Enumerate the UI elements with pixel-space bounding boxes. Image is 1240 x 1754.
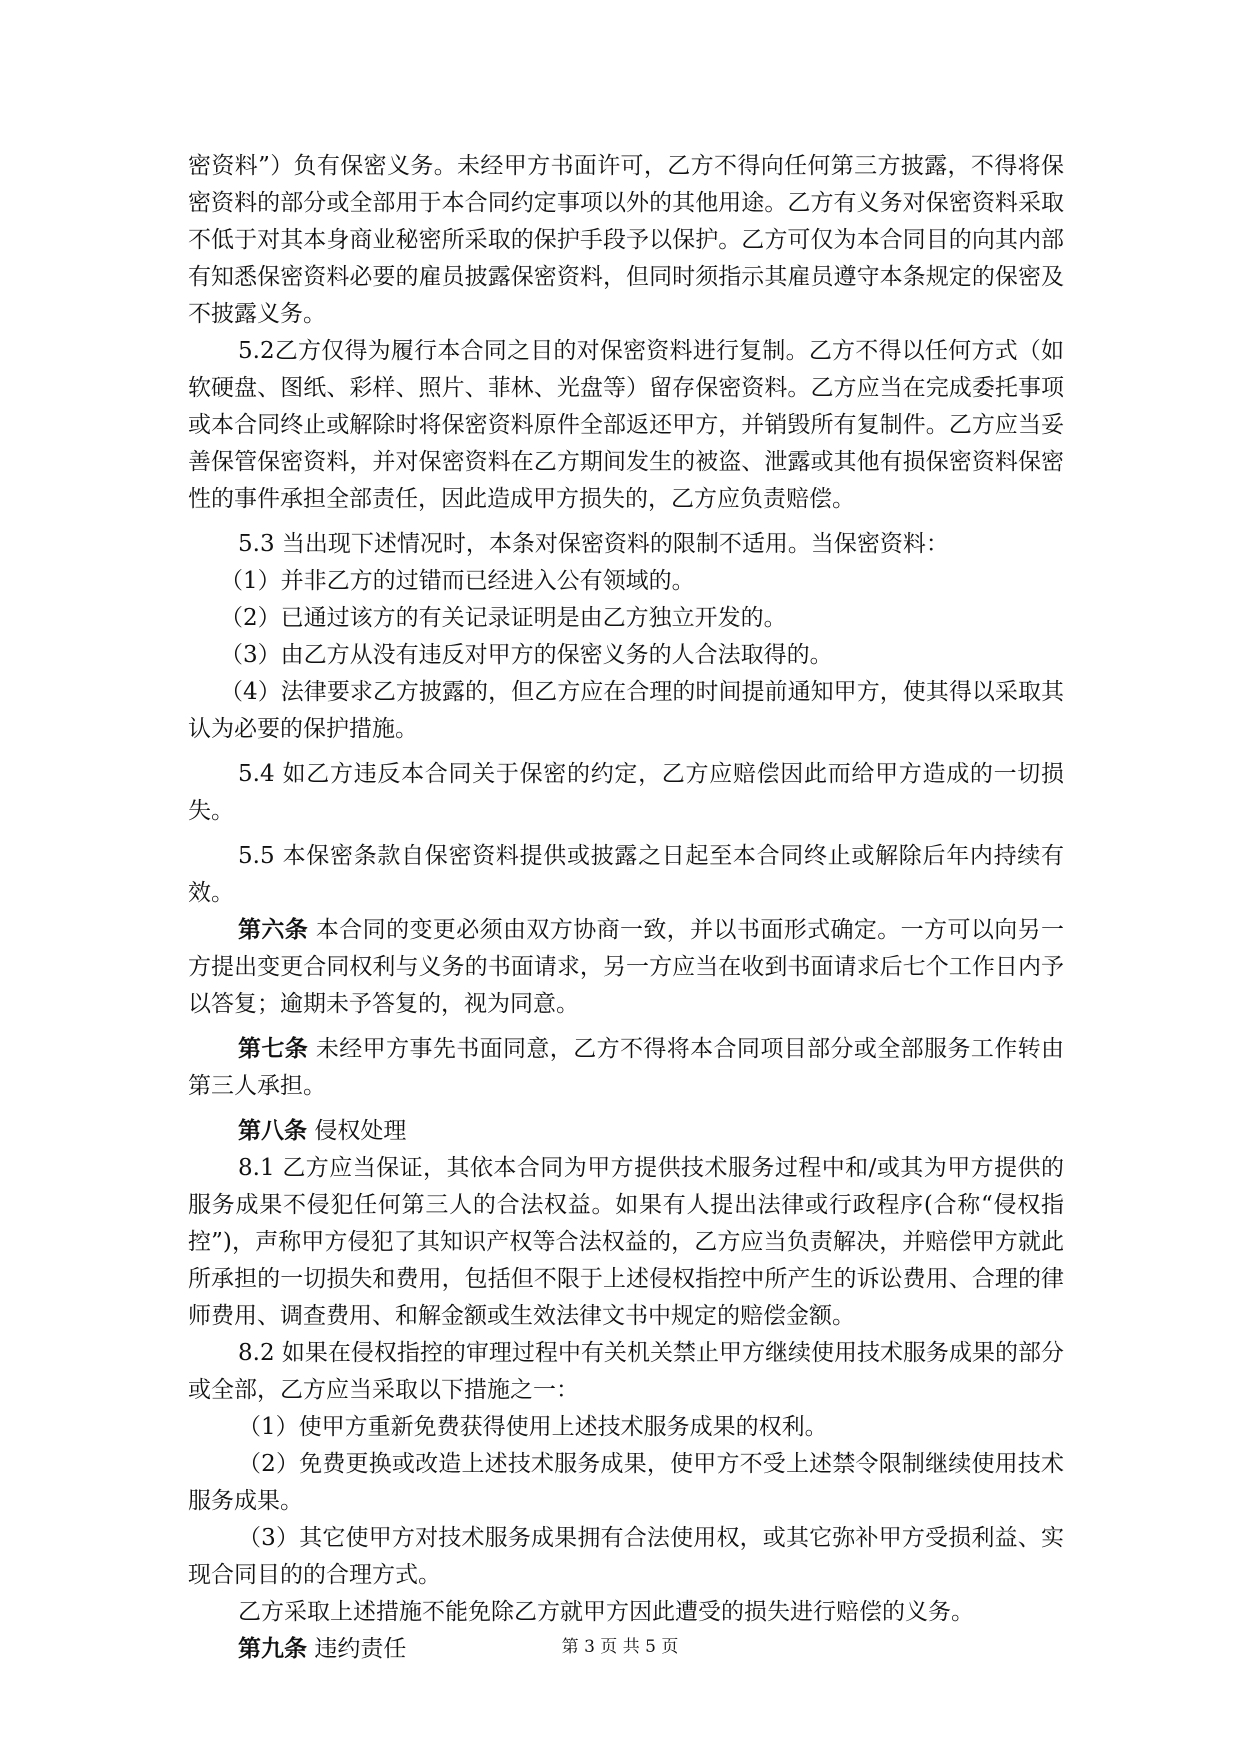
document-body xyxy=(188,148,1064,1668)
article-8-heading: 第八条 xyxy=(238,1118,307,1144)
paragraph-8-2: 8.2 如果在侵权指控的审理过程中有关机关禁止甲方继续使用技术服务成果的部分或全部，乙方应当采取以下措施之一： xyxy=(188,1340,1064,1403)
paragraph-5-2: 5.2乙方仅得为履行本合同之目的对保密资料进行复制。乙方不得以任何方式（如软硬盘、图纸、彩样、照片、菲林、光盘等）留存保密资料。乙方应当在完成委托事项或本合同终止或解除时将保密资料原件全部返还甲方，并销毁所有复制件。乙方应当妥善保管保密资料，并对保密资料在乙方期间发生的被盗、泄露或其他有损保密资料保密性的事件承担全部责任，因此造成甲方损失的，乙方应负责赔偿。 xyxy=(188,338,1064,512)
paragraph-8-2-item-2: （2）免费更换或改造上述技术服务成果，使甲方不受上述禁令限制继续使用技术服务成果。 xyxy=(188,1451,1064,1514)
article-8-title: 侵权处理 xyxy=(314,1118,407,1144)
paragraph-5-3-item-3: （3）由乙方从没有违反对甲方的保密义务的人合法取得的。 xyxy=(220,642,833,668)
paragraph-8-2-item-3: （3）其它使甲方对技术服务成果拥有合法使用权，或其它弥补甲方受损利益、实现合同目的的合理方式。 xyxy=(188,1525,1064,1588)
paragraph-5-3-item-2: （2）已通过该方的有关记录证明是由乙方独立开发的。 xyxy=(220,605,787,631)
paragraph-8-1: 8.1 乙方应当保证，其依本合同为甲方提供技术服务过程中和/或其为甲方提供的服务成果不侵犯任何第三人的合法权益。如果有人提出法律或行政程序(合称“侵权指控”)，声称甲方侵犯了其知识产权等合法权益的，乙方应当负责解决，并赔偿甲方就此所承担的一切损失和费用，包括但不限于上述侵权指控中所产生的诉讼费用、合理的律师费用、调查费用、和解金额或生效法律文书中规定的赔偿金额。 xyxy=(188,1155,1064,1329)
paragraph-8-2-closing: 乙方采取上述措施不能免除乙方就甲方因此遭受的损失进行赔偿的义务。 xyxy=(238,1599,974,1625)
article-9-title: 违约责任 xyxy=(314,1636,407,1662)
article-7 xyxy=(188,1031,1064,1105)
article-9-heading: 第九条 xyxy=(238,1636,307,1662)
article-6 xyxy=(188,912,1064,1023)
paragraph-confidentiality-continued: 密资料”）负有保密义务。未经甲方书面许可，乙方不得向任何第三方披露，不得将保密资料的部分或全部用于本合同约定事项以外的其他用途。乙方有义务对保密资料采取不低于对其本身商业秘密所采取的保护手段予以保护。乙方可仅为本合同目的向其内部有知悉保密资料必要的雇员披露保密资料，但同时须指示其雇员遵守本条规定的保密及不披露义务。 xyxy=(188,153,1064,327)
paragraph-5-5: 5.5 本保密条款自保密资料提供或披露之日起至本合同终止或解除后年内持续有效。 xyxy=(188,843,1064,906)
paragraph-5-3-item-1: （1）并非乙方的过错而已经进入公有领域的。 xyxy=(220,568,695,594)
article-6-text: 本合同的变更必须由双方协商一致，并以书面形式确定。一方可以向另一方提出变更合同权利与义务的书面请求，另一方应当在收到书面请求后七个工作日内予以答复；逾期未予答复的，视为同意。 xyxy=(188,917,1065,1017)
paragraph-8-2-item-1: （1）使甲方重新免费获得使用上述技术服务成果的权利。 xyxy=(238,1414,828,1440)
article-7-heading: 第七条 xyxy=(238,1036,309,1062)
page-number-footer: 第 3 页 共 5 页 xyxy=(561,1637,679,1657)
article-7-text: 未经甲方事先书面同意，乙方不得将本合同项目部分或全部服务工作转由第三人承担。 xyxy=(188,1036,1065,1099)
article-6-heading: 第六条 xyxy=(238,917,309,943)
paragraph-5-4: 5.4 如乙方违反本合同关于保密的约定，乙方应赔偿因此而给甲方造成的一切损失。 xyxy=(188,761,1064,824)
paragraph-5-3: 5.3 当出现下述情况时，本条对保密资料的限制不适用。当保密资料： xyxy=(238,531,949,557)
paragraph-5-3-item-4: （4）法律要求乙方披露的，但乙方应在合理的时间提前通知甲方，使其得以采取其认为必要的保护措施。 xyxy=(188,679,1064,742)
article-8 xyxy=(188,1113,1064,1150)
